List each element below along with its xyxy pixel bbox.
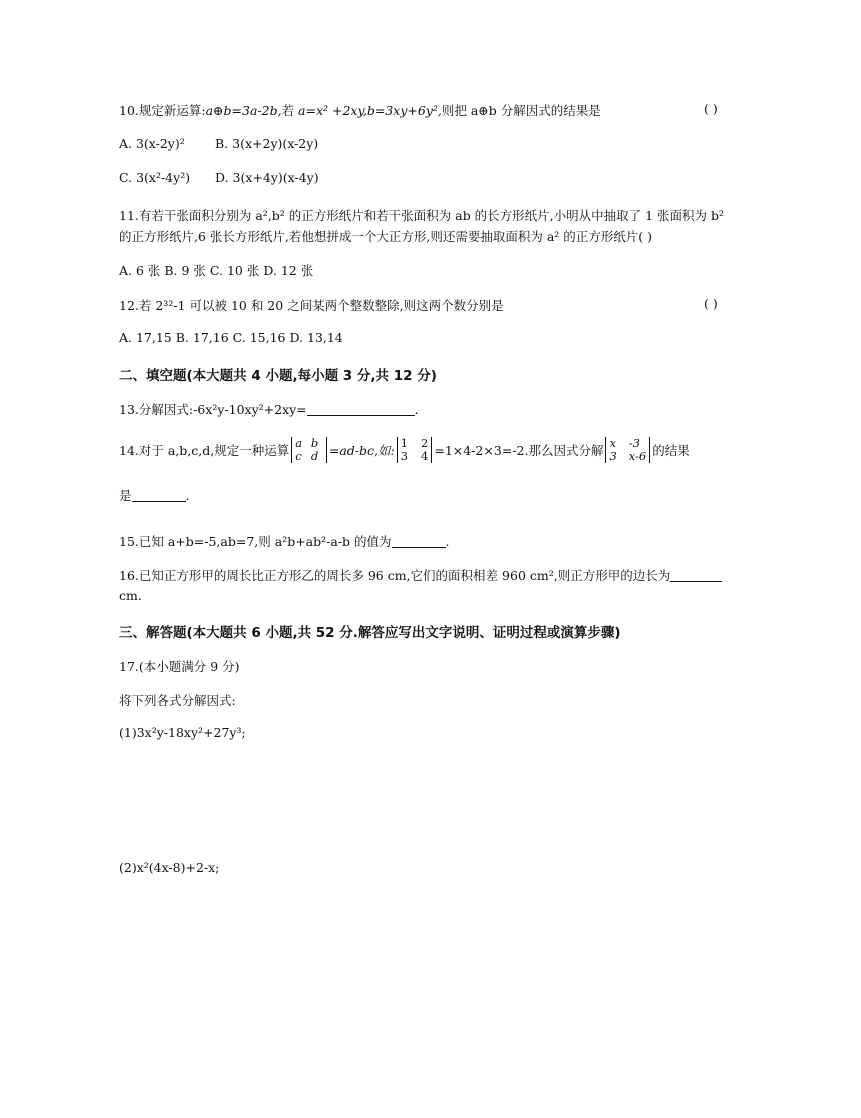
- q13-text: 13.分解因式:-6x²y-10xy²+2xy=: [119, 402, 307, 417]
- matrix-cell: -3: [628, 436, 640, 450]
- question-13: 13.分解因式:-6x²y-10xy²+2xy= .: [119, 402, 419, 417]
- q10-answer-paren: ( ): [704, 101, 718, 116]
- q10-text-if: 若: [281, 103, 299, 118]
- matrix-cell: a: [295, 436, 303, 450]
- matrix-cell: 2: [421, 436, 429, 450]
- matrix-cell: 3: [400, 449, 409, 463]
- q14-text-b: =ad-bc,如:: [328, 443, 395, 458]
- q17-part-2: (2)x²(4x-8)+2-x;: [119, 860, 220, 875]
- q12-answer-paren: ( ): [704, 296, 718, 311]
- q10-option-c: C. 3(x²-4y²): [119, 170, 191, 185]
- q11-line2: 的正方形纸片,6 张长方形纸片,若他想拼成一个大正方形,则还需要抽取面积为 a² 的正方形纸片( ): [119, 229, 652, 244]
- q14-text-c: =1×4-2×3=-2.那么因式分解: [434, 443, 604, 458]
- matrix-cell: 3: [609, 449, 617, 463]
- q14-matrix-abcd: [291, 437, 327, 463]
- q16-line2: cm.: [119, 588, 142, 603]
- q13-answer-blank: [307, 404, 415, 416]
- q10-values: a=x² +2xy,b=3xy+6y²,: [298, 103, 442, 118]
- matrix-cell: c: [295, 449, 302, 463]
- matrix-cell: x-6: [628, 449, 647, 463]
- q10-label: 10.规定新运算:: [119, 103, 206, 118]
- matrix-cell: d: [310, 449, 319, 463]
- matrix-cell: 1: [400, 436, 409, 450]
- q10-option-a: A. 3(x-2y)²: [119, 136, 185, 151]
- q10-prompt: 则把 a⊕b 分解因式的结果是: [441, 103, 601, 118]
- q14-matrix-example: [397, 437, 433, 463]
- q15-text: 15.已知 a+b=-5,ab=7,则 a²b+ab²-a-b 的值为: [119, 534, 392, 549]
- section-3-heading: 三、解答题(本大题共 6 小题,共 52 分.解答应写出文字说明、证明过程或演算步骤): [119, 625, 621, 641]
- question-15: 15.已知 a+b=-5,ab=7,则 a²b+ab²-a-b 的值为 .: [119, 534, 450, 549]
- q11-line1: 11.有若干张面积分别为 a²,b² 的正方形纸片和若干张面积为 ab 的长方形纸片,小明从中抽取了 1 张面积为 b²: [119, 208, 725, 223]
- q14-text-a: 14.对于 a,b,c,d,规定一种运算: [119, 443, 290, 458]
- q11-options: A. 6 张 B. 9 张 C. 10 张 D. 12 张: [119, 263, 314, 278]
- matrix-cell: 4: [421, 449, 429, 463]
- q10-definition: a⊕b=3a-2b,: [205, 103, 282, 118]
- q10-options-row2: [119, 170, 319, 185]
- matrix-cell: b: [310, 436, 319, 450]
- q10-options-row1: [119, 136, 318, 151]
- q16-text: 16.已知正方形甲的周长比正方形乙的周长多 96 cm,它们的面积相差 960 cm²,则正方形甲的边长为: [119, 568, 671, 583]
- q17-header: 17.(本小题满分 9 分): [119, 659, 240, 674]
- q14-answer-blank: [132, 490, 186, 502]
- q12-text: 12.若 2³²-1 可以被 10 和 20 之间某两个整数整除,则这两个数分别是: [119, 298, 504, 313]
- q10-option-d: D. 3(x+4y)(x-4y): [215, 170, 319, 185]
- q14-matrix-problem: [605, 437, 650, 463]
- q14-text-d: 的结果: [652, 443, 690, 458]
- q14-text-is: 是: [119, 488, 132, 503]
- question-16: [119, 566, 722, 584]
- q12-options: A. 17,15 B. 17,16 C. 15,16 D. 13,14: [119, 330, 343, 345]
- q15-answer-blank: [392, 536, 446, 548]
- q16-answer-blank: [670, 570, 722, 582]
- q10-option-b: B. 3(x+2y)(x-2y): [215, 136, 319, 151]
- q17-instruction: 将下列各式分解因式:: [119, 693, 236, 708]
- q14-line2: 是 .: [119, 488, 190, 503]
- question-10: [119, 101, 601, 119]
- matrix-cell: x: [609, 436, 616, 450]
- question-14: [119, 437, 690, 463]
- section-2-heading: 二、填空题(本大题共 4 小题,每小题 3 分,共 12 分): [119, 368, 437, 384]
- q17-part-1: (1)3x²y-18xy²+27y³;: [119, 725, 246, 740]
